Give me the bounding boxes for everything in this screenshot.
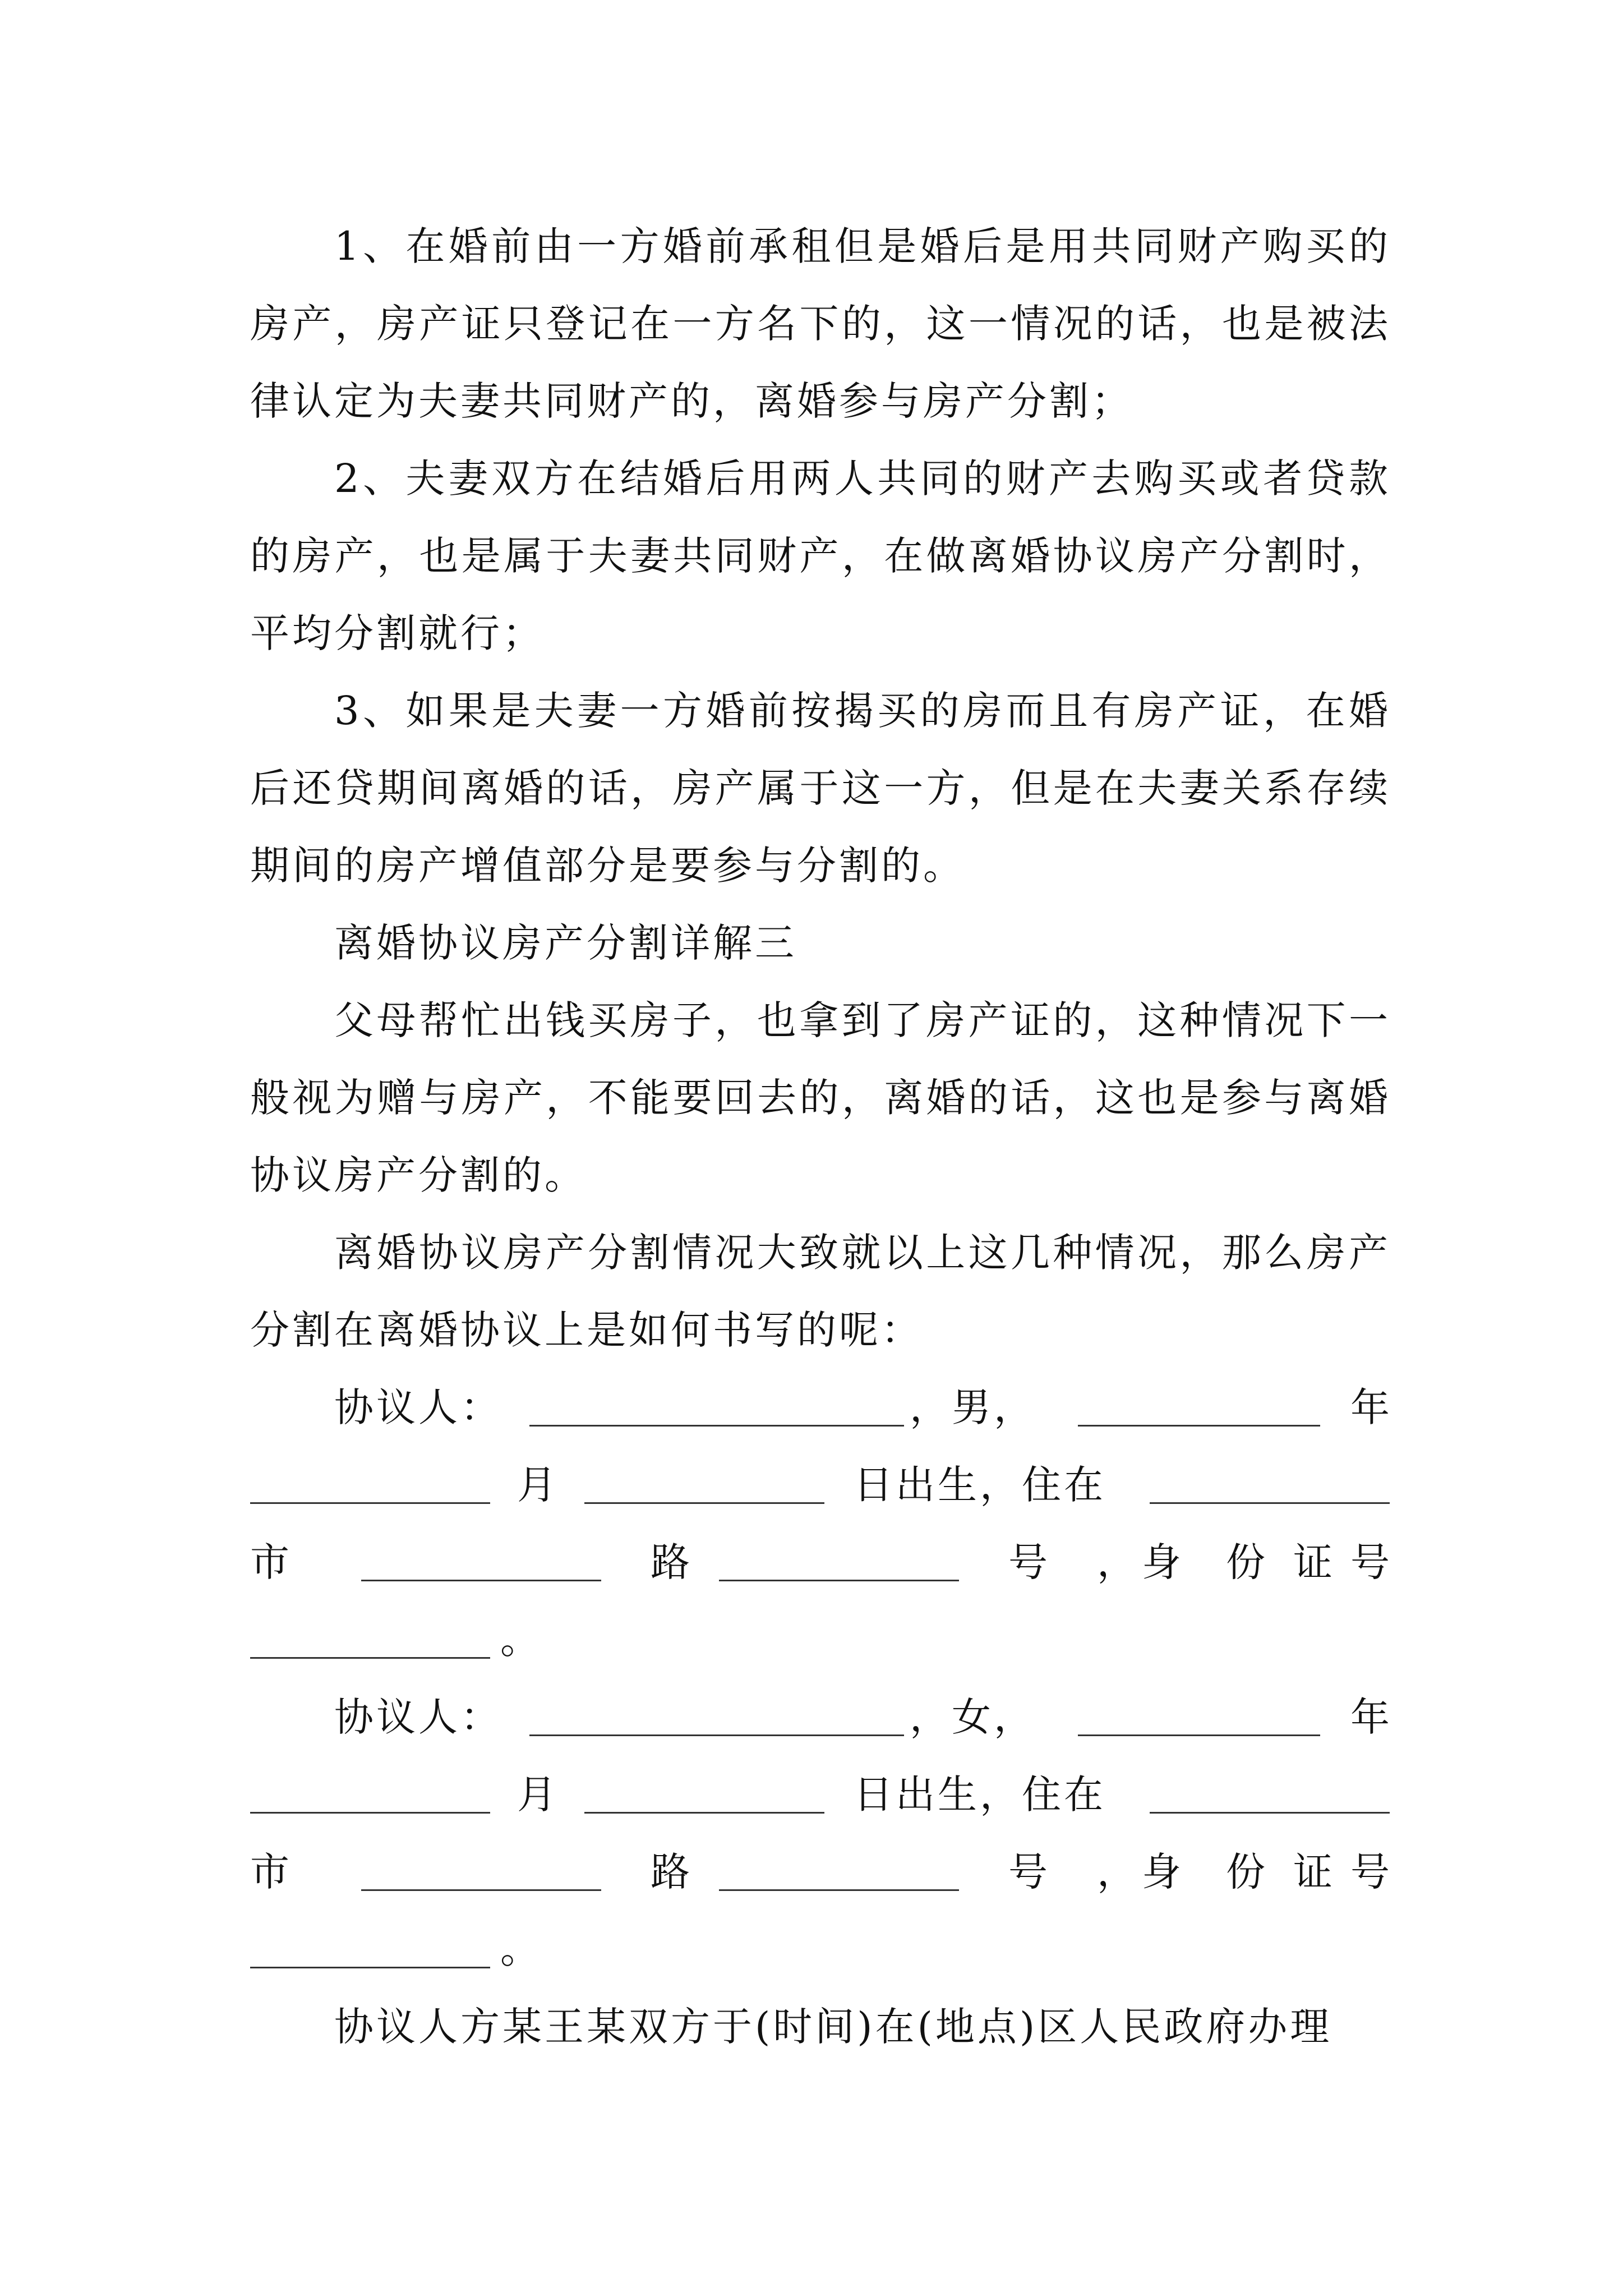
month-label: 月 — [517, 1462, 559, 1508]
city-label: 市 — [250, 1539, 292, 1585]
document-body — [250, 208, 1391, 2065]
party2-line4 — [250, 1911, 1391, 1988]
id-char-4: 号 — [1350, 1539, 1393, 1585]
day-blank — [584, 1502, 824, 1504]
road-blank — [361, 1889, 601, 1891]
paragraph-agreement-start: 协议人方某王某双方于(时间)在(地点)区人民政府办理 — [334, 2004, 1332, 2050]
gender-label: ，女， — [910, 1694, 1036, 1740]
number-blank — [719, 1580, 959, 1581]
party1-line1 — [250, 1369, 1391, 1446]
paragraph-summary: 离婚协议房产分割情况大致就以上这几种情况，那么房产分割在离婚协议上是如何书写的呢： — [250, 1230, 1391, 1353]
party-label: 协议人： — [334, 1694, 502, 1740]
month-blank — [250, 1812, 490, 1814]
paragraph-parents-gift: 父母帮忙出钱买房子，也拿到了房产证的，这种情况下一般视为赠与房产，不能要回去的，离婚的话，这也是参与离婚协议房产分割的。 — [250, 997, 1391, 1198]
road-blank — [361, 1580, 601, 1581]
day-blank — [584, 1812, 824, 1814]
city-blank — [1150, 1812, 1390, 1814]
road-label: 路 — [651, 1849, 693, 1895]
party2-line2 — [250, 1756, 1391, 1833]
year-blank — [1078, 1425, 1320, 1427]
id-char-2: 份 — [1226, 1539, 1268, 1585]
road-label: 路 — [651, 1539, 693, 1585]
paragraph-item-1: 1、在婚前由一方婚前承租但是婚后是用共同财产购买的房产，房产证只登记在一方名下的，这一情况的话，也是被法律认定为夫妻共同财产的，离婚参与房产分割； — [250, 223, 1391, 424]
paragraph-item-2: 2、夫妻双方在结婚后用两人共同的财产去购买或者贷款的房产，也是属于夫妻共同财产，在做离婚协议房产分割时，平均分割就行； — [250, 455, 1391, 656]
month-label: 月 — [517, 1772, 559, 1818]
party1-line2 — [250, 1446, 1391, 1524]
number-blank — [719, 1889, 959, 1891]
number-label: 号 — [1008, 1849, 1050, 1895]
gender-label: ，男， — [910, 1384, 1036, 1430]
name-blank — [529, 1734, 904, 1736]
party1-line4 — [250, 1601, 1391, 1678]
party1-line3 — [250, 1524, 1391, 1601]
party-label: 协议人： — [334, 1384, 502, 1430]
period-label: 。 — [500, 1926, 542, 1972]
period-label: 。 — [500, 1617, 542, 1663]
city-blank — [1150, 1502, 1390, 1504]
name-blank — [529, 1425, 904, 1427]
party2-line3 — [250, 1833, 1391, 1911]
id-char-1: 身 — [1142, 1539, 1184, 1585]
section-heading: 离婚协议房产分割详解三 — [334, 920, 797, 966]
id-char-4: 号 — [1350, 1849, 1393, 1895]
comma-label: ， — [1097, 1849, 1139, 1895]
comma-label: ， — [1097, 1539, 1139, 1585]
id-number-blank — [250, 1967, 490, 1968]
city-label: 市 — [250, 1849, 292, 1895]
party2-line1 — [250, 1678, 1391, 1756]
born-live-label: 日出生，住在 — [854, 1772, 1106, 1818]
paragraph-item-3: 3、如果是夫妻一方婚前按揭买的房而且有房产证，在婚后还贷期间离婚的话，房产属于这一方，但是在夫妻关系存续期间的房产增值部分是要参与分割的。 — [250, 688, 1391, 889]
born-live-label: 日出生，住在 — [854, 1462, 1106, 1508]
id-number-blank — [250, 1657, 490, 1659]
id-char-3: 证 — [1293, 1539, 1335, 1585]
year-blank — [1078, 1734, 1320, 1736]
number-label: 号 — [1008, 1539, 1050, 1585]
id-char-1: 身 — [1142, 1849, 1184, 1895]
id-char-3: 证 — [1293, 1849, 1335, 1895]
year-label: 年 — [1350, 1694, 1393, 1740]
id-char-2: 份 — [1226, 1849, 1268, 1895]
month-blank — [250, 1502, 490, 1504]
year-label: 年 — [1350, 1384, 1393, 1430]
